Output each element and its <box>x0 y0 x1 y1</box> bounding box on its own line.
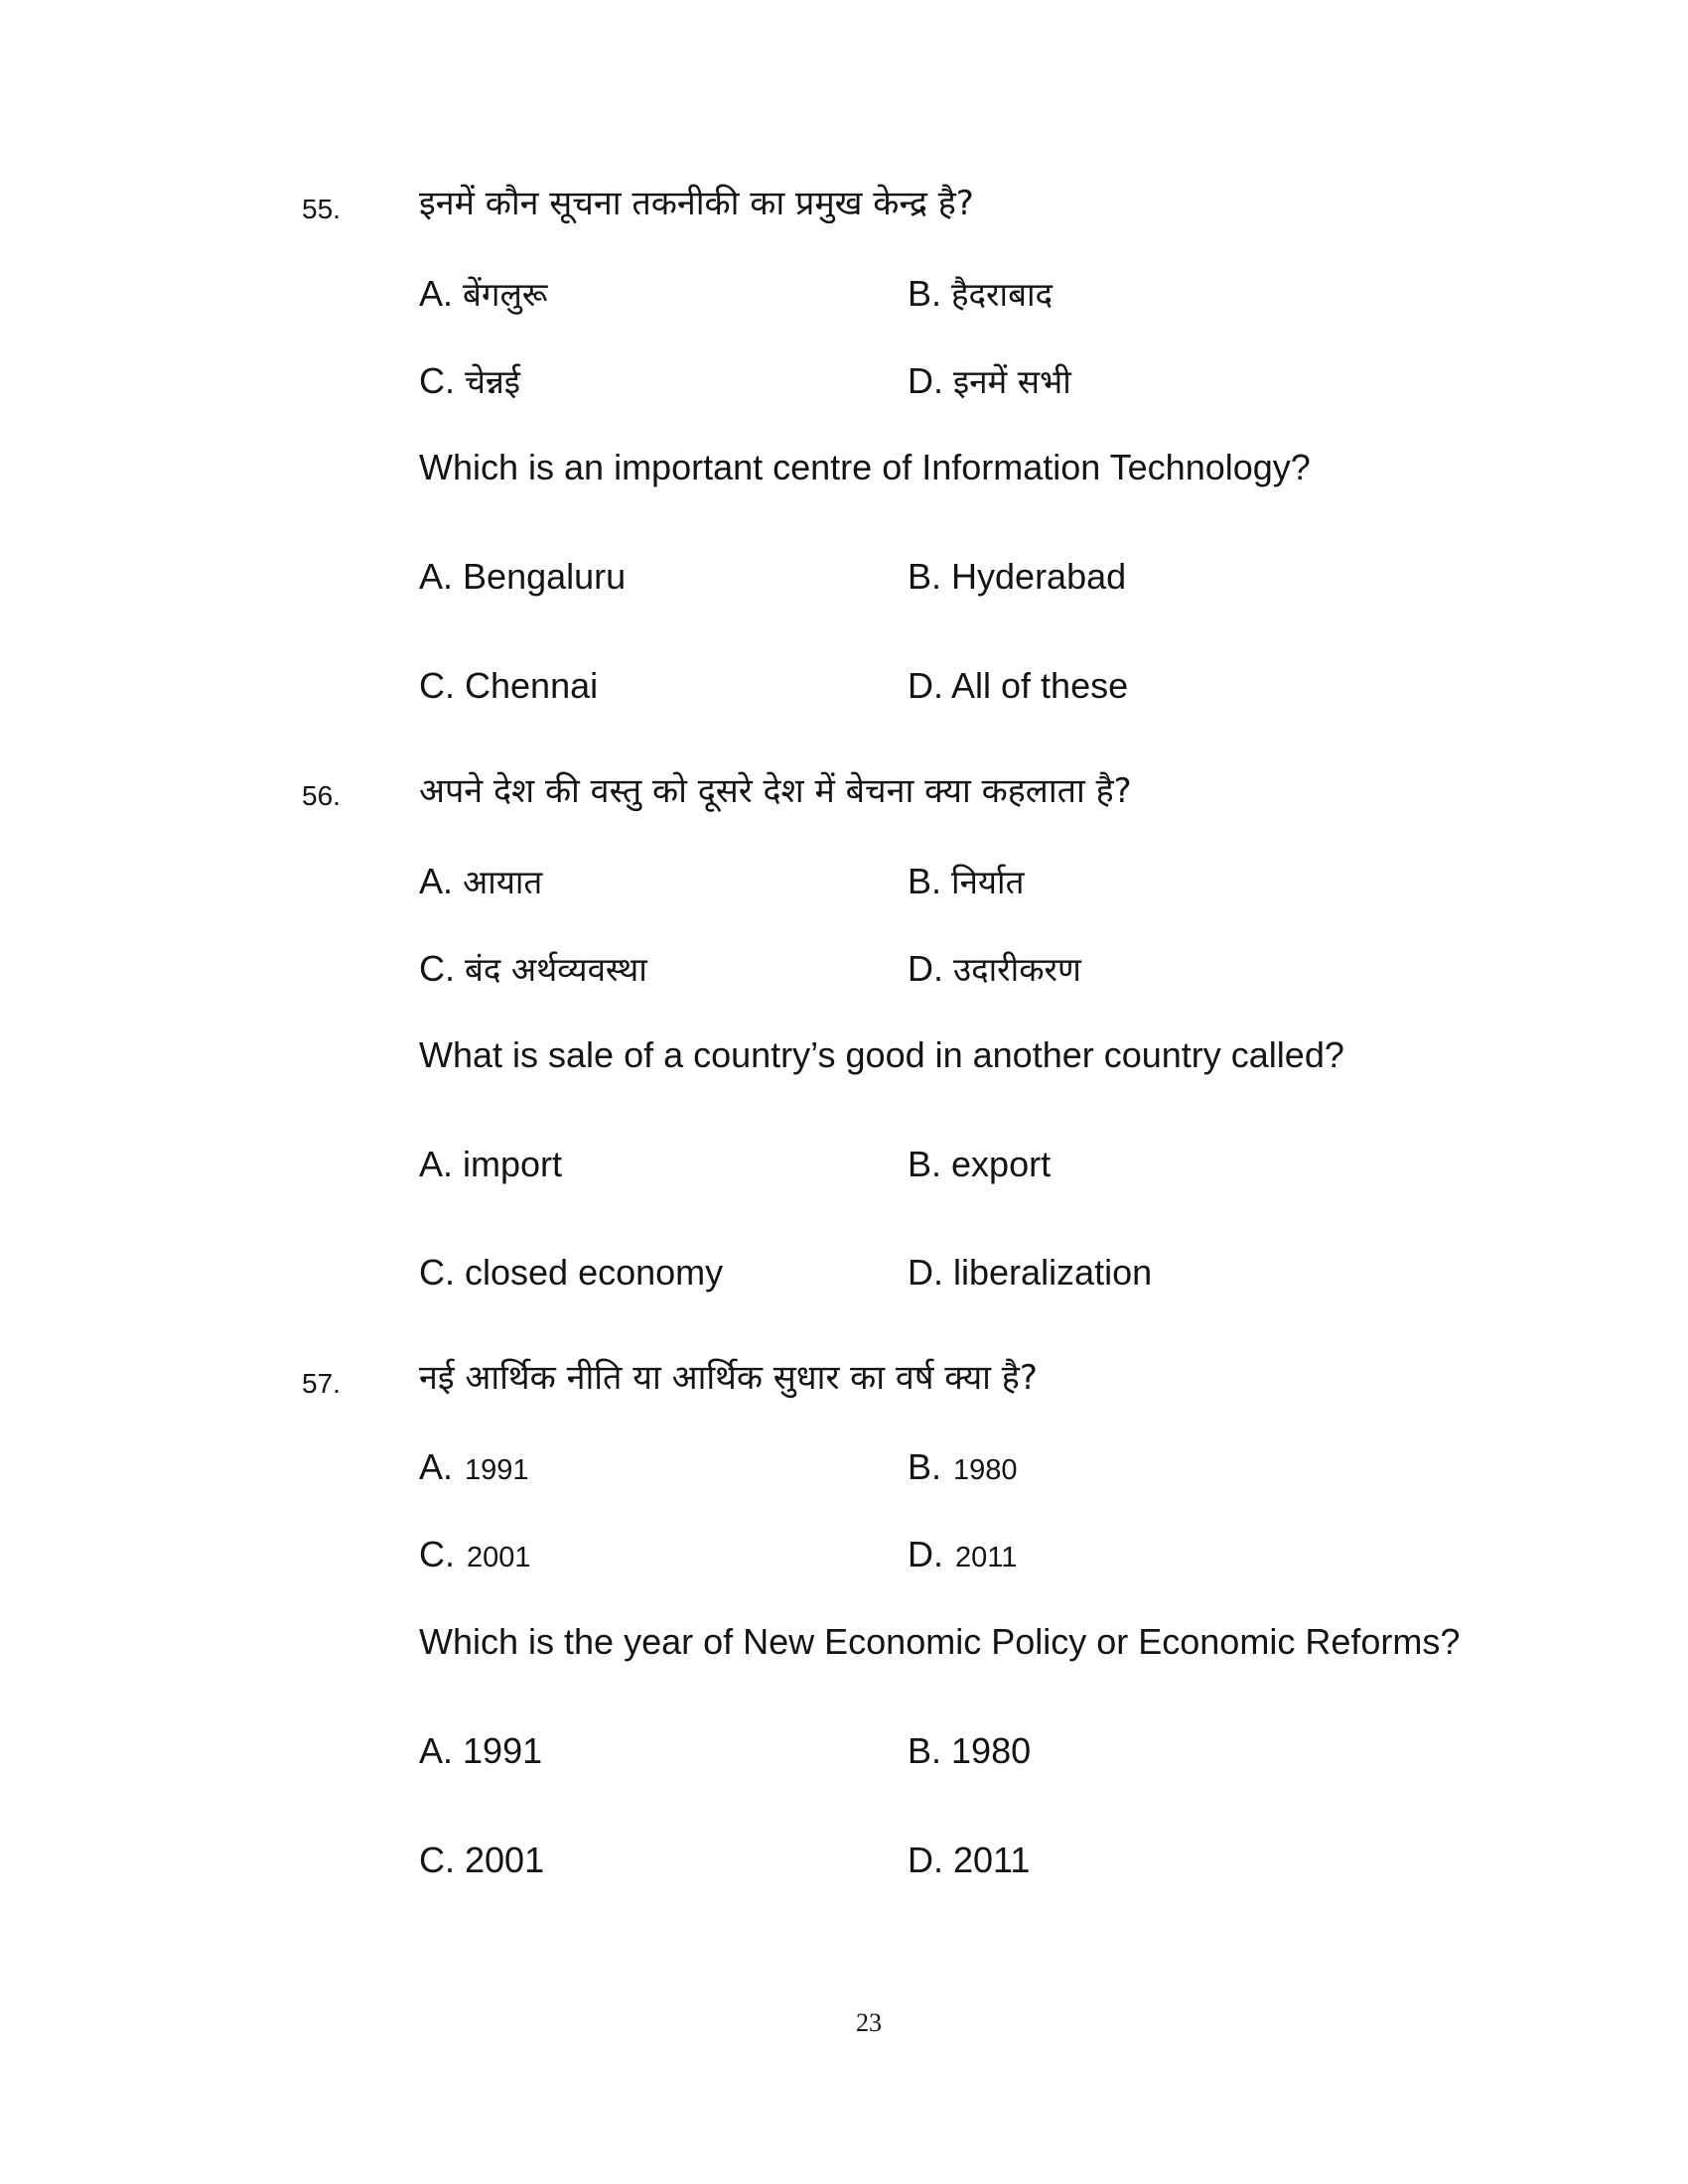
question-text-english: Which is the year of New Economic Policy or Economic Reforms? <box>419 1621 1461 1662</box>
option-d-english <box>908 1840 1031 1880</box>
option-letter: A. <box>419 861 454 901</box>
option-letter: B. <box>908 273 942 314</box>
option-b-hindi <box>908 861 1025 901</box>
question-text-english: Which is an important centre of Information Technology? <box>419 447 1311 487</box>
option-text: liberalization <box>953 1252 1153 1293</box>
question-number: 56. <box>302 780 341 811</box>
option-text: Hyderabad <box>951 556 1127 597</box>
question-text-hindi: नई आर्थिक नीति या आर्थिक सुधार का वर्ष क्या है? <box>419 1358 1038 1398</box>
option-text: import <box>463 1144 563 1184</box>
option-letter: A. <box>419 1730 454 1771</box>
option-letter: D. <box>908 948 943 989</box>
option-letter: D. <box>908 360 943 401</box>
option-letter: C. <box>419 360 455 401</box>
option-text: Bengaluru <box>463 556 627 597</box>
option-c-hindi <box>419 360 520 401</box>
option-b-english <box>908 1144 1052 1184</box>
option-letter: D. <box>908 1534 943 1574</box>
option-letter: C. <box>419 1534 455 1574</box>
option-text: चेन्नई <box>465 362 520 401</box>
option-letter: C. <box>419 665 455 706</box>
option-letter: D. <box>908 1840 943 1880</box>
option-letter: D. <box>908 665 943 706</box>
option-text: export <box>951 1144 1052 1184</box>
option-letter: B. <box>908 861 942 901</box>
option-letter: B. <box>908 1730 942 1771</box>
option-letter: C. <box>419 948 455 989</box>
option-c-english <box>419 665 599 706</box>
option-b-english <box>908 556 1127 597</box>
option-text: 2011 <box>955 1542 1018 1573</box>
option-letter: B. <box>908 1446 942 1487</box>
option-letter: A. <box>419 556 454 597</box>
option-a-english <box>419 1144 563 1184</box>
option-a-hindi <box>419 861 543 901</box>
option-a-hindi <box>419 1446 529 1487</box>
question-text-hindi: इनमें कौन सूचना तकनीकी का प्रमुख केन्द्र है? <box>419 184 974 223</box>
option-c-hindi <box>419 948 647 989</box>
option-a-english <box>419 556 627 597</box>
option-text: 2001 <box>465 1840 545 1880</box>
option-text: 1980 <box>951 1730 1032 1771</box>
option-d-hindi <box>908 360 1071 401</box>
option-a-english <box>419 1730 543 1771</box>
option-text: बंद अर्थव्यवस्था <box>465 950 647 989</box>
option-text: 1991 <box>465 1454 529 1486</box>
option-letter: A. <box>419 1144 454 1184</box>
option-letter: C. <box>419 1840 455 1880</box>
option-text: आयात <box>463 863 543 901</box>
option-letter: B. <box>908 556 942 597</box>
option-a-hindi <box>419 273 548 314</box>
option-text: All of these <box>951 665 1129 706</box>
option-text: 2001 <box>467 1542 531 1573</box>
option-c-english <box>419 1252 724 1293</box>
option-b-hindi <box>908 273 1054 314</box>
option-c-hindi <box>419 1534 531 1574</box>
question-number: 55. <box>302 194 341 224</box>
option-b-english <box>908 1730 1032 1771</box>
option-d-hindi <box>908 1534 1018 1574</box>
option-c-english <box>419 1840 545 1880</box>
option-b-hindi <box>908 1446 1018 1487</box>
option-letter: A. <box>419 1446 454 1487</box>
question-number: 57. <box>302 1368 341 1399</box>
option-d-english <box>908 665 1129 706</box>
question-text-hindi: अपने देश की वस्तु को दूसरे देश में बेचना क्या कहलाता है? <box>419 771 1132 811</box>
option-text: 1991 <box>463 1730 543 1771</box>
option-d-english <box>908 1252 1153 1293</box>
option-letter: C. <box>419 1252 455 1293</box>
option-text: हैदराबाद <box>951 275 1054 314</box>
option-text: 2011 <box>953 1840 1031 1880</box>
option-text: Chennai <box>465 665 599 706</box>
option-text: बेंगलुरू <box>463 275 548 314</box>
option-letter: B. <box>908 1144 942 1184</box>
option-text: निर्यात <box>951 863 1025 901</box>
option-d-hindi <box>908 948 1081 989</box>
option-letter: A. <box>419 273 454 314</box>
option-letter: D. <box>908 1252 943 1293</box>
option-text: closed economy <box>465 1252 724 1293</box>
option-text: उदारीकरण <box>953 950 1081 989</box>
question-text-english: What is sale of a country’s good in another country called? <box>419 1034 1344 1075</box>
page-number: 23 <box>856 2008 882 2037</box>
option-text: 1980 <box>953 1454 1018 1486</box>
option-text: इनमें सभी <box>953 362 1071 401</box>
